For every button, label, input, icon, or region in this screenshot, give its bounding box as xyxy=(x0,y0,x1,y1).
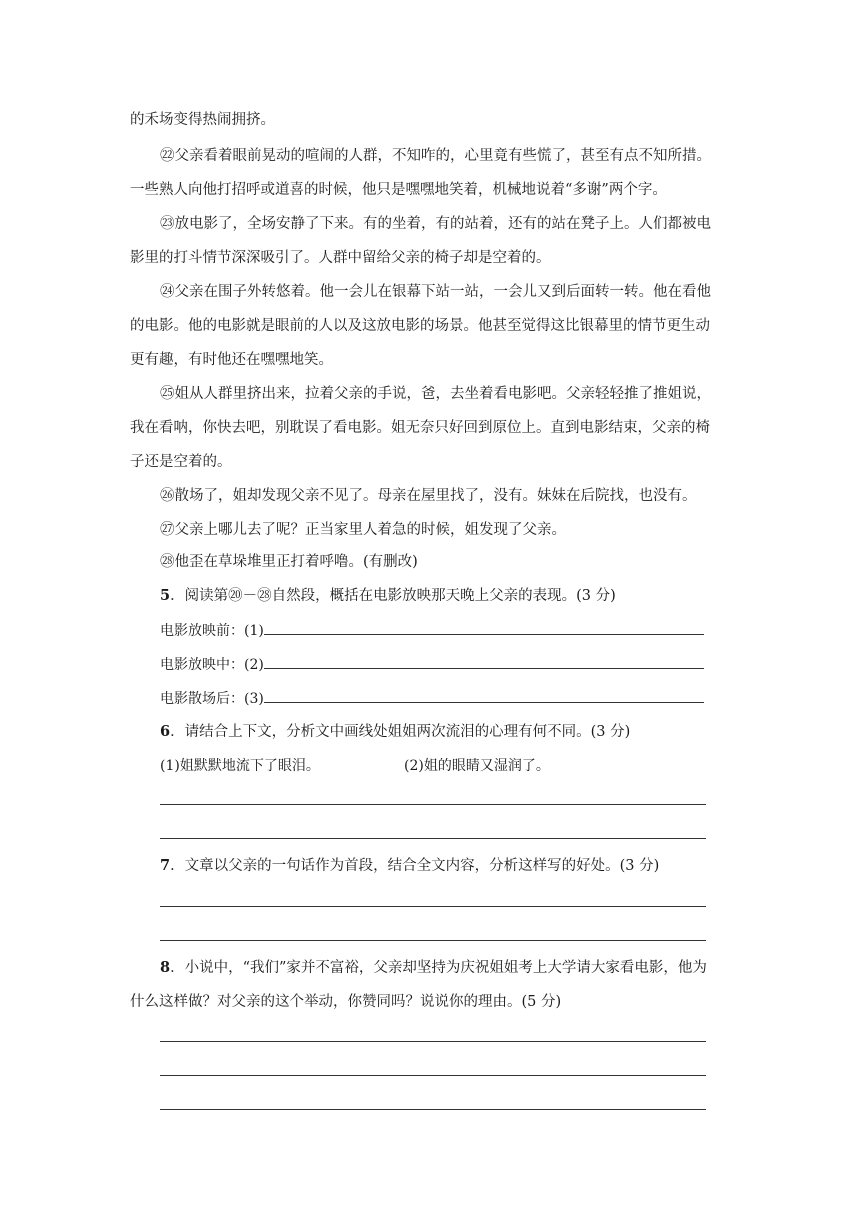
question-8-line-2: 什么这样做？对父亲的这个举动，你赞同吗？说说你的理由。(5 分) xyxy=(130,994,562,1010)
question-6-text: ．请结合上下文，分析文中画线处姐姐两次流泪的心理有何不同。(3 分) xyxy=(170,724,631,740)
answer-line-8-1[interactable] xyxy=(160,1041,706,1042)
question-5-answer-b xyxy=(160,654,704,675)
question-5 xyxy=(160,586,760,606)
paragraph-24-line-2: 的电影。他的电影就是眼前的人以及这放电影的场景。他甚至觉得这比银幕里的情节更生动 xyxy=(130,318,710,334)
paragraph-22-line-1: ㉒父亲看着眼前晃动的喧闹的人群，不知咋的，心里竟有些慌了，甚至有点不知所措。 xyxy=(160,148,711,164)
answer-line-6-1[interactable] xyxy=(160,804,706,805)
question-7 xyxy=(160,856,760,876)
paragraph-25-line-1: ㉕姐从人群里挤出来，拉着父亲的手说，爸，去坐着看电影吧。父亲轻轻推了推姐说， xyxy=(160,386,711,402)
paragraph-23-line-2: 影里的打斗情节深深吸引了。人群中留给父亲的椅子却是空着的。 xyxy=(130,250,551,266)
paragraph-22-line-2: 一些熟人向他打招呼或道喜的时候，他只是嘿嘿地笑着，机械地说着“多谢”两个字。 xyxy=(130,182,667,198)
question-5-answer-c xyxy=(160,688,704,709)
question-5-text: ．阅读第⑳－㉘自然段，概括在电影放映那天晚上父亲的表现。(3 分) xyxy=(170,588,616,604)
answer-line-8-3[interactable] xyxy=(160,1109,706,1110)
answer-line-7-2[interactable] xyxy=(160,940,706,941)
question-8-line-1 xyxy=(160,958,760,978)
paragraph-24-line-3: 更有趣，有时他还在嘿嘿地笑。 xyxy=(130,352,333,368)
question-7-number: 7 xyxy=(160,857,171,874)
question-5-label-b: 电影放映中：(2) xyxy=(160,657,264,673)
question-7-text: ．文章以父亲的一句话作为首段，结合全文内容，分析这样写的好处。(3 分) xyxy=(170,858,660,874)
answer-blank-5a[interactable] xyxy=(264,620,704,635)
answer-line-6-2[interactable] xyxy=(160,838,706,839)
question-8-text: ．小说中，“我们”家并不富裕，父亲却坚持为庆祝姐姐考上大学请大家看电影，他为 xyxy=(170,960,707,976)
answer-line-7-1[interactable] xyxy=(160,906,706,907)
question-6-option-1: (1)姐默默地流下了眼泪。 xyxy=(160,758,320,774)
passage-continuation: 的禾场变得热闹拥挤。 xyxy=(130,112,275,128)
question-6 xyxy=(160,722,760,742)
answer-blank-5b[interactable] xyxy=(264,654,704,669)
answer-blank-5c[interactable] xyxy=(264,688,704,703)
answer-line-8-2[interactable] xyxy=(160,1075,706,1076)
paragraph-28: ㉘他歪在草垛堆里正打着呼噜。(有删改) xyxy=(160,554,418,570)
paragraph-26: ㉖散场了，姐却发现父亲不见了。母亲在屋里找了，没有。妹妹在后院找，也没有。 xyxy=(160,488,697,504)
question-5-label-c: 电影散场后：(3) xyxy=(160,691,264,707)
question-6-option-2: (2)姐的眼睛又湿润了。 xyxy=(404,758,550,774)
paragraph-25-line-2: 我在看呐，你快去吧，别耽误了看电影。姐无奈只好回到原位上。直到电影结束，父亲的椅 xyxy=(130,420,710,436)
question-5-answer-a xyxy=(160,620,704,641)
question-8-number: 8 xyxy=(160,959,171,976)
question-6-number: 6 xyxy=(160,723,171,740)
question-5-label-a: 电影放映前：(1) xyxy=(160,623,264,639)
paragraph-25-line-3: 子还是空着的。 xyxy=(130,454,232,470)
paragraph-23-line-1: ㉓放电影了，全场安静了下来。有的坐着，有的站着，还有的站在凳子上。人们都被电 xyxy=(160,216,711,232)
question-5-number: 5 xyxy=(160,587,171,604)
paragraph-27: ㉗父亲上哪儿去了呢？正当家里人着急的时候，姐发现了父亲。 xyxy=(160,522,566,538)
paragraph-24-line-1: ㉔父亲在围子外转悠着。他一会儿在银幕下站一站，一会儿又到后面转一转。他在看他 xyxy=(160,284,711,300)
